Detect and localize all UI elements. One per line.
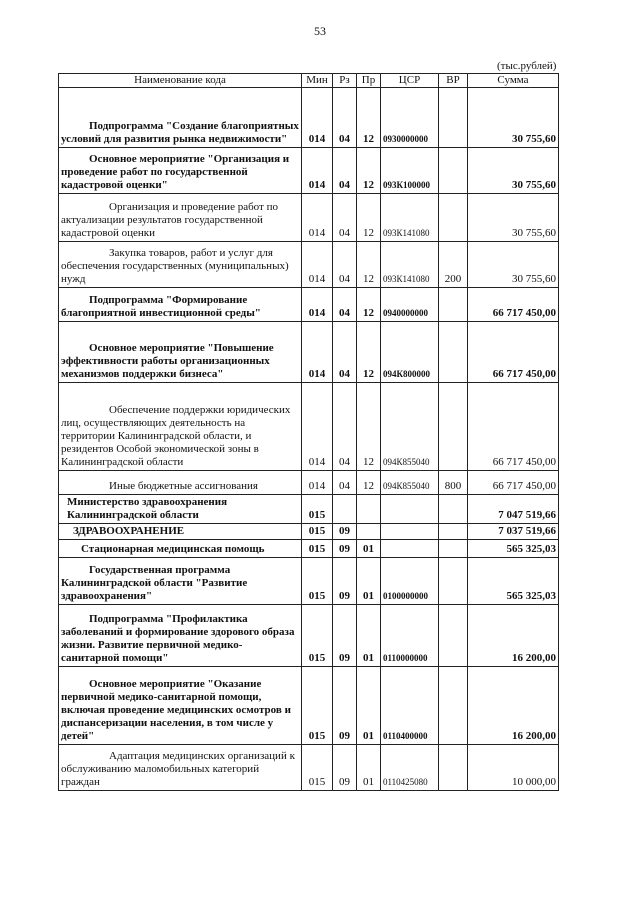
row-sum: 16 200,00	[468, 667, 559, 745]
row-csr: 0940000000	[381, 288, 439, 322]
row-vr	[439, 495, 468, 524]
row-min: 015	[302, 524, 333, 540]
row-sum: 66 717 450,00	[468, 471, 559, 495]
row-csr: 093К100000	[381, 148, 439, 194]
table-row	[59, 322, 559, 383]
table-header-row	[59, 74, 559, 88]
row-pr: 01	[357, 540, 381, 558]
row-rz: 04	[333, 383, 357, 471]
table-row	[59, 383, 559, 471]
row-vr: 200	[439, 242, 468, 288]
row-min: 015	[302, 495, 333, 524]
table-row	[59, 471, 559, 495]
row-sum: 30 755,60	[468, 148, 559, 194]
row-name: Основное мероприятие "Оказание первичной медико-санитарной помощи, включая проведение медицинских осмотров и диспансеризации населения, в том числе у детей"	[59, 667, 302, 745]
row-rz: 04	[333, 288, 357, 322]
row-vr	[439, 745, 468, 791]
row-name: Обеспечение поддержки юридических лиц, осуществляющих деятельность на территории Калининградской области, и резидентов Особой экономической зоны в Калининградской области	[59, 383, 302, 471]
row-pr: 12	[357, 288, 381, 322]
row-name: Стационарная медицинская помощь	[59, 540, 302, 558]
table-row	[59, 148, 559, 194]
row-sum: 66 717 450,00	[468, 383, 559, 471]
row-vr	[439, 88, 468, 148]
row-pr: 12	[357, 242, 381, 288]
row-sum: 10 000,00	[468, 745, 559, 791]
row-name: Адаптация медицинских организаций к обслуживанию маломобильных категорий граждан	[59, 745, 302, 791]
header-rz: Рз	[333, 74, 357, 88]
row-name: Государственная программа Калининградской области "Развитие здравоохранения"	[59, 558, 302, 605]
table-row	[59, 495, 559, 524]
row-sum: 30 755,60	[468, 88, 559, 148]
row-csr: 094К855040	[381, 383, 439, 471]
table-row	[59, 194, 559, 242]
table-row	[59, 667, 559, 745]
row-csr: 0930000000	[381, 88, 439, 148]
row-name: Подпрограмма "Создание благоприятных условий для развития рынка недвижимости"	[59, 88, 302, 148]
table-row	[59, 288, 559, 322]
row-name: Основное мероприятие "Повышение эффективности работы организационных механизмов поддержки бизнеса"	[59, 322, 302, 383]
row-rz: 09	[333, 540, 357, 558]
table-row	[59, 242, 559, 288]
row-pr: 12	[357, 471, 381, 495]
row-vr: 800	[439, 471, 468, 495]
row-rz: 04	[333, 471, 357, 495]
row-csr: 093К141080	[381, 242, 439, 288]
row-pr	[357, 495, 381, 524]
row-min: 014	[302, 194, 333, 242]
budget-table	[58, 73, 559, 791]
row-pr: 12	[357, 148, 381, 194]
table-row	[59, 88, 559, 148]
header-sum: Сумма	[468, 74, 559, 88]
row-csr: 0110425080	[381, 745, 439, 791]
row-vr	[439, 322, 468, 383]
row-csr	[381, 524, 439, 540]
row-min: 015	[302, 540, 333, 558]
row-vr	[439, 194, 468, 242]
row-pr: 01	[357, 667, 381, 745]
row-pr: 12	[357, 194, 381, 242]
row-min: 015	[302, 558, 333, 605]
row-sum: 565 325,03	[468, 540, 559, 558]
row-pr: 12	[357, 322, 381, 383]
row-vr	[439, 667, 468, 745]
row-rz: 09	[333, 745, 357, 791]
row-rz: 09	[333, 667, 357, 745]
page-number: 53	[314, 24, 326, 38]
table-row	[59, 605, 559, 667]
row-rz: 04	[333, 194, 357, 242]
row-min: 014	[302, 383, 333, 471]
header-name: Наименование кода	[59, 74, 302, 88]
row-rz: 04	[333, 322, 357, 383]
row-vr	[439, 558, 468, 605]
row-rz: 04	[333, 148, 357, 194]
row-csr: 094К800000	[381, 322, 439, 383]
row-csr: 0110000000	[381, 605, 439, 667]
row-name: Подпрограмма "Профилактика заболеваний и формирование здорового образа жизни. Развитие первичной медико-санитарной помощи"	[59, 605, 302, 667]
row-vr	[439, 540, 468, 558]
row-name: ЗДРАВООХРАНЕНИЕ	[59, 524, 302, 540]
row-name: Подпрограмма "Формирование благоприятной инвестиционной среды"	[59, 288, 302, 322]
header-csr: ЦСР	[381, 74, 439, 88]
units-label: (тыс.рублей)	[497, 60, 557, 72]
row-sum: 30 755,60	[468, 194, 559, 242]
row-pr: 01	[357, 558, 381, 605]
header-min: Мин	[302, 74, 333, 88]
row-sum: 7 037 519,66	[468, 524, 559, 540]
row-name: Закупка товаров, работ и услуг для обеспечения государственных (муниципальных) нужд	[59, 242, 302, 288]
row-csr: 0100000000	[381, 558, 439, 605]
header-pr: Пр	[357, 74, 381, 88]
row-sum: 565 325,03	[468, 558, 559, 605]
row-csr: 094К855040	[381, 471, 439, 495]
row-vr	[439, 605, 468, 667]
row-name: Основное мероприятие "Организация и проведение работ по государственной кадастровой оценки"	[59, 148, 302, 194]
row-pr: 01	[357, 745, 381, 791]
row-vr	[439, 288, 468, 322]
row-sum: 30 755,60	[468, 242, 559, 288]
row-csr: 093К141080	[381, 194, 439, 242]
row-rz: 04	[333, 88, 357, 148]
row-csr	[381, 495, 439, 524]
row-min: 014	[302, 471, 333, 495]
row-csr: 0110400000	[381, 667, 439, 745]
row-min: 015	[302, 745, 333, 791]
row-sum: 66 717 450,00	[468, 288, 559, 322]
row-min: 015	[302, 605, 333, 667]
row-sum: 66 717 450,00	[468, 322, 559, 383]
row-min: 014	[302, 88, 333, 148]
row-rz: 09	[333, 558, 357, 605]
row-rz: 09	[333, 524, 357, 540]
row-sum: 7 047 519,66	[468, 495, 559, 524]
row-vr	[439, 383, 468, 471]
row-name: Министерство здравоохранения Калининградской области	[59, 495, 302, 524]
row-vr	[439, 524, 468, 540]
table-row	[59, 745, 559, 791]
table-row	[59, 524, 559, 540]
header-vr: ВР	[439, 74, 468, 88]
row-rz	[333, 495, 357, 524]
row-min: 015	[302, 667, 333, 745]
row-pr: 01	[357, 605, 381, 667]
row-pr: 12	[357, 383, 381, 471]
row-pr	[357, 524, 381, 540]
row-name: Иные бюджетные ассигнования	[59, 471, 302, 495]
row-min: 014	[302, 242, 333, 288]
row-min: 014	[302, 322, 333, 383]
row-rz: 04	[333, 242, 357, 288]
row-min: 014	[302, 148, 333, 194]
row-min: 014	[302, 288, 333, 322]
row-rz: 09	[333, 605, 357, 667]
row-csr	[381, 540, 439, 558]
table-row	[59, 540, 559, 558]
row-pr: 12	[357, 88, 381, 148]
row-name: Организация и проведение работ по актуализации результатов государственной кадастровой оценки	[59, 194, 302, 242]
row-sum: 16 200,00	[468, 605, 559, 667]
table-row	[59, 558, 559, 605]
row-vr	[439, 148, 468, 194]
